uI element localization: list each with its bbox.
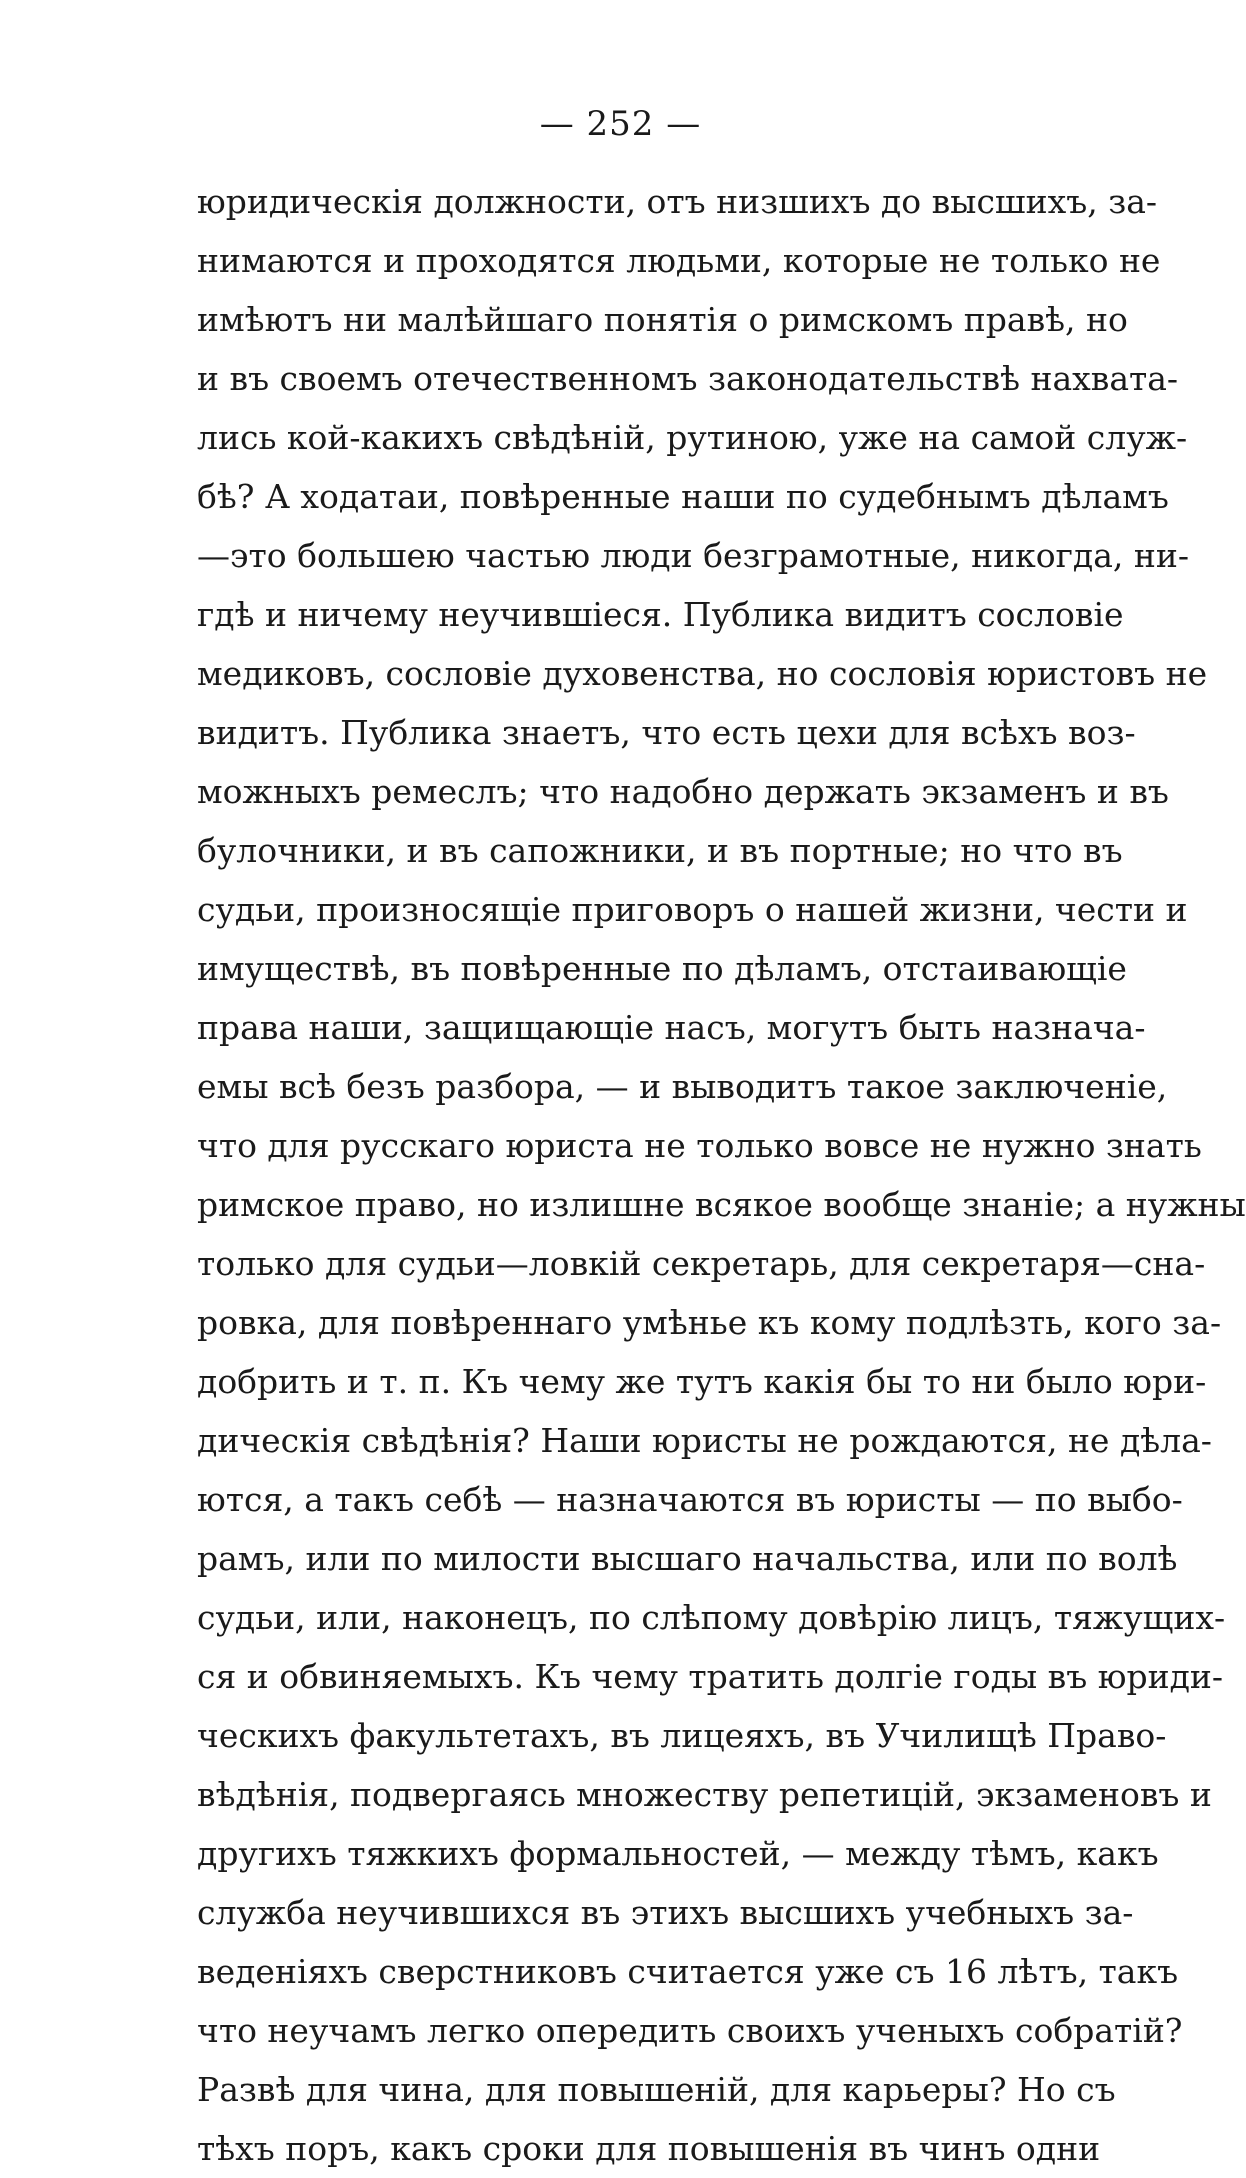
text-line: юридическія должности, отъ низшихъ до высшихъ, за- bbox=[197, 182, 1158, 221]
text-line: лись кой-какихъ свѣдѣній, рутиною, уже на самой служ- bbox=[197, 418, 1188, 457]
text-line: имѣютъ ни малѣйшаго понятія о римскомъ правѣ, но bbox=[197, 300, 1128, 339]
text-line: права наши, защищающіе насъ, могутъ быть назнача- bbox=[197, 1008, 1146, 1047]
text-line: веденіяхъ сверстниковъ считается уже съ 16 лѣтъ, такъ bbox=[197, 1952, 1179, 1991]
text-line: добрить и т. п. Къ чему же тутъ какія бы то ни было юри- bbox=[197, 1362, 1207, 1401]
text-line: ческихъ факультетахъ, въ лицеяхъ, въ Училищѣ Право- bbox=[197, 1716, 1167, 1755]
text-line: ся и обвиняемыхъ. Къ чему тратить долгіе годы въ юриди- bbox=[197, 1657, 1224, 1696]
text-line: тѣхъ поръ, какъ сроки для повышенія въ чинъ одни bbox=[197, 2129, 1101, 2168]
text-line: и въ своемъ отечественномъ законодательствѣ нахвата- bbox=[197, 359, 1179, 398]
text-line: вѣдѣнія, подвергаясь множеству репетицій, экзаменовъ и bbox=[197, 1775, 1212, 1814]
text-line: нимаются и проходятся людьми, которые не только не bbox=[197, 241, 1161, 280]
text-line: рамъ, или по милости высшаго начальства, или по волѣ bbox=[197, 1539, 1178, 1578]
text-line: служба неучившихся въ этихъ высшихъ учебныхъ за- bbox=[197, 1893, 1134, 1932]
text-line: видитъ. Публика знаетъ, что есть цехи для всѣхъ воз- bbox=[197, 713, 1136, 752]
text-line: —это большею частью люди безграмотные, никогда, ни- bbox=[197, 536, 1190, 575]
text-line: гдѣ и ничему неучившіеся. Публика видитъ сословіе bbox=[197, 595, 1124, 634]
page-number: — 252 — bbox=[539, 104, 702, 144]
text-line: емы всѣ безъ разбора, — и выводитъ такое заключеніе, bbox=[197, 1067, 1168, 1106]
text-line: другихъ тяжкихъ формальностей, — между тѣмъ, какъ bbox=[197, 1834, 1159, 1873]
text-line: бѣ? А ходатаи, повѣренные наши по судебнымъ дѣламъ bbox=[197, 477, 1169, 516]
text-line: имуществѣ, въ повѣренные по дѣламъ, отстаивающіе bbox=[197, 949, 1127, 988]
text-line: Развѣ для чина, для повышеній, для карьеры? Но съ bbox=[197, 2070, 1116, 2109]
body-text bbox=[197, 172, 1246, 2178]
text-line: дическія свѣдѣнія? Наши юристы не рождаются, не дѣла- bbox=[197, 1421, 1212, 1460]
text-line: судьи, или, наконецъ, по слѣпому довѣрію лицъ, тяжущих- bbox=[197, 1598, 1226, 1637]
text-line: римское право, но излишне всякое вообще знаніе; а нужны bbox=[197, 1185, 1246, 1224]
text-line: что для русскаго юриста не только вовсе не нужно знать bbox=[197, 1126, 1202, 1165]
text-line: что неучамъ легко опередить своихъ ученыхъ собратій? bbox=[197, 2011, 1183, 2050]
text-line: медиковъ, сословіе духовенства, но сословія юристовъ не bbox=[197, 654, 1208, 693]
text-line: булочники, и въ сапожники, и въ портные; но что въ bbox=[197, 831, 1123, 870]
text-line: ровка, для повѣреннаго умѣнье къ кому подлѣзть, кого за- bbox=[197, 1303, 1222, 1342]
text-line: только для судьи—ловкій секретарь, для секретаря—сна- bbox=[197, 1244, 1206, 1283]
text-line: ются, а такъ себѣ — назначаются въ юристы — по выбо- bbox=[197, 1480, 1183, 1519]
text-line: можныхъ ремеслъ; что надобно держать экзаменъ и въ bbox=[197, 772, 1169, 811]
text-line: судьи, произносящіе приговоръ о нашей жизни, чести и bbox=[197, 890, 1188, 929]
